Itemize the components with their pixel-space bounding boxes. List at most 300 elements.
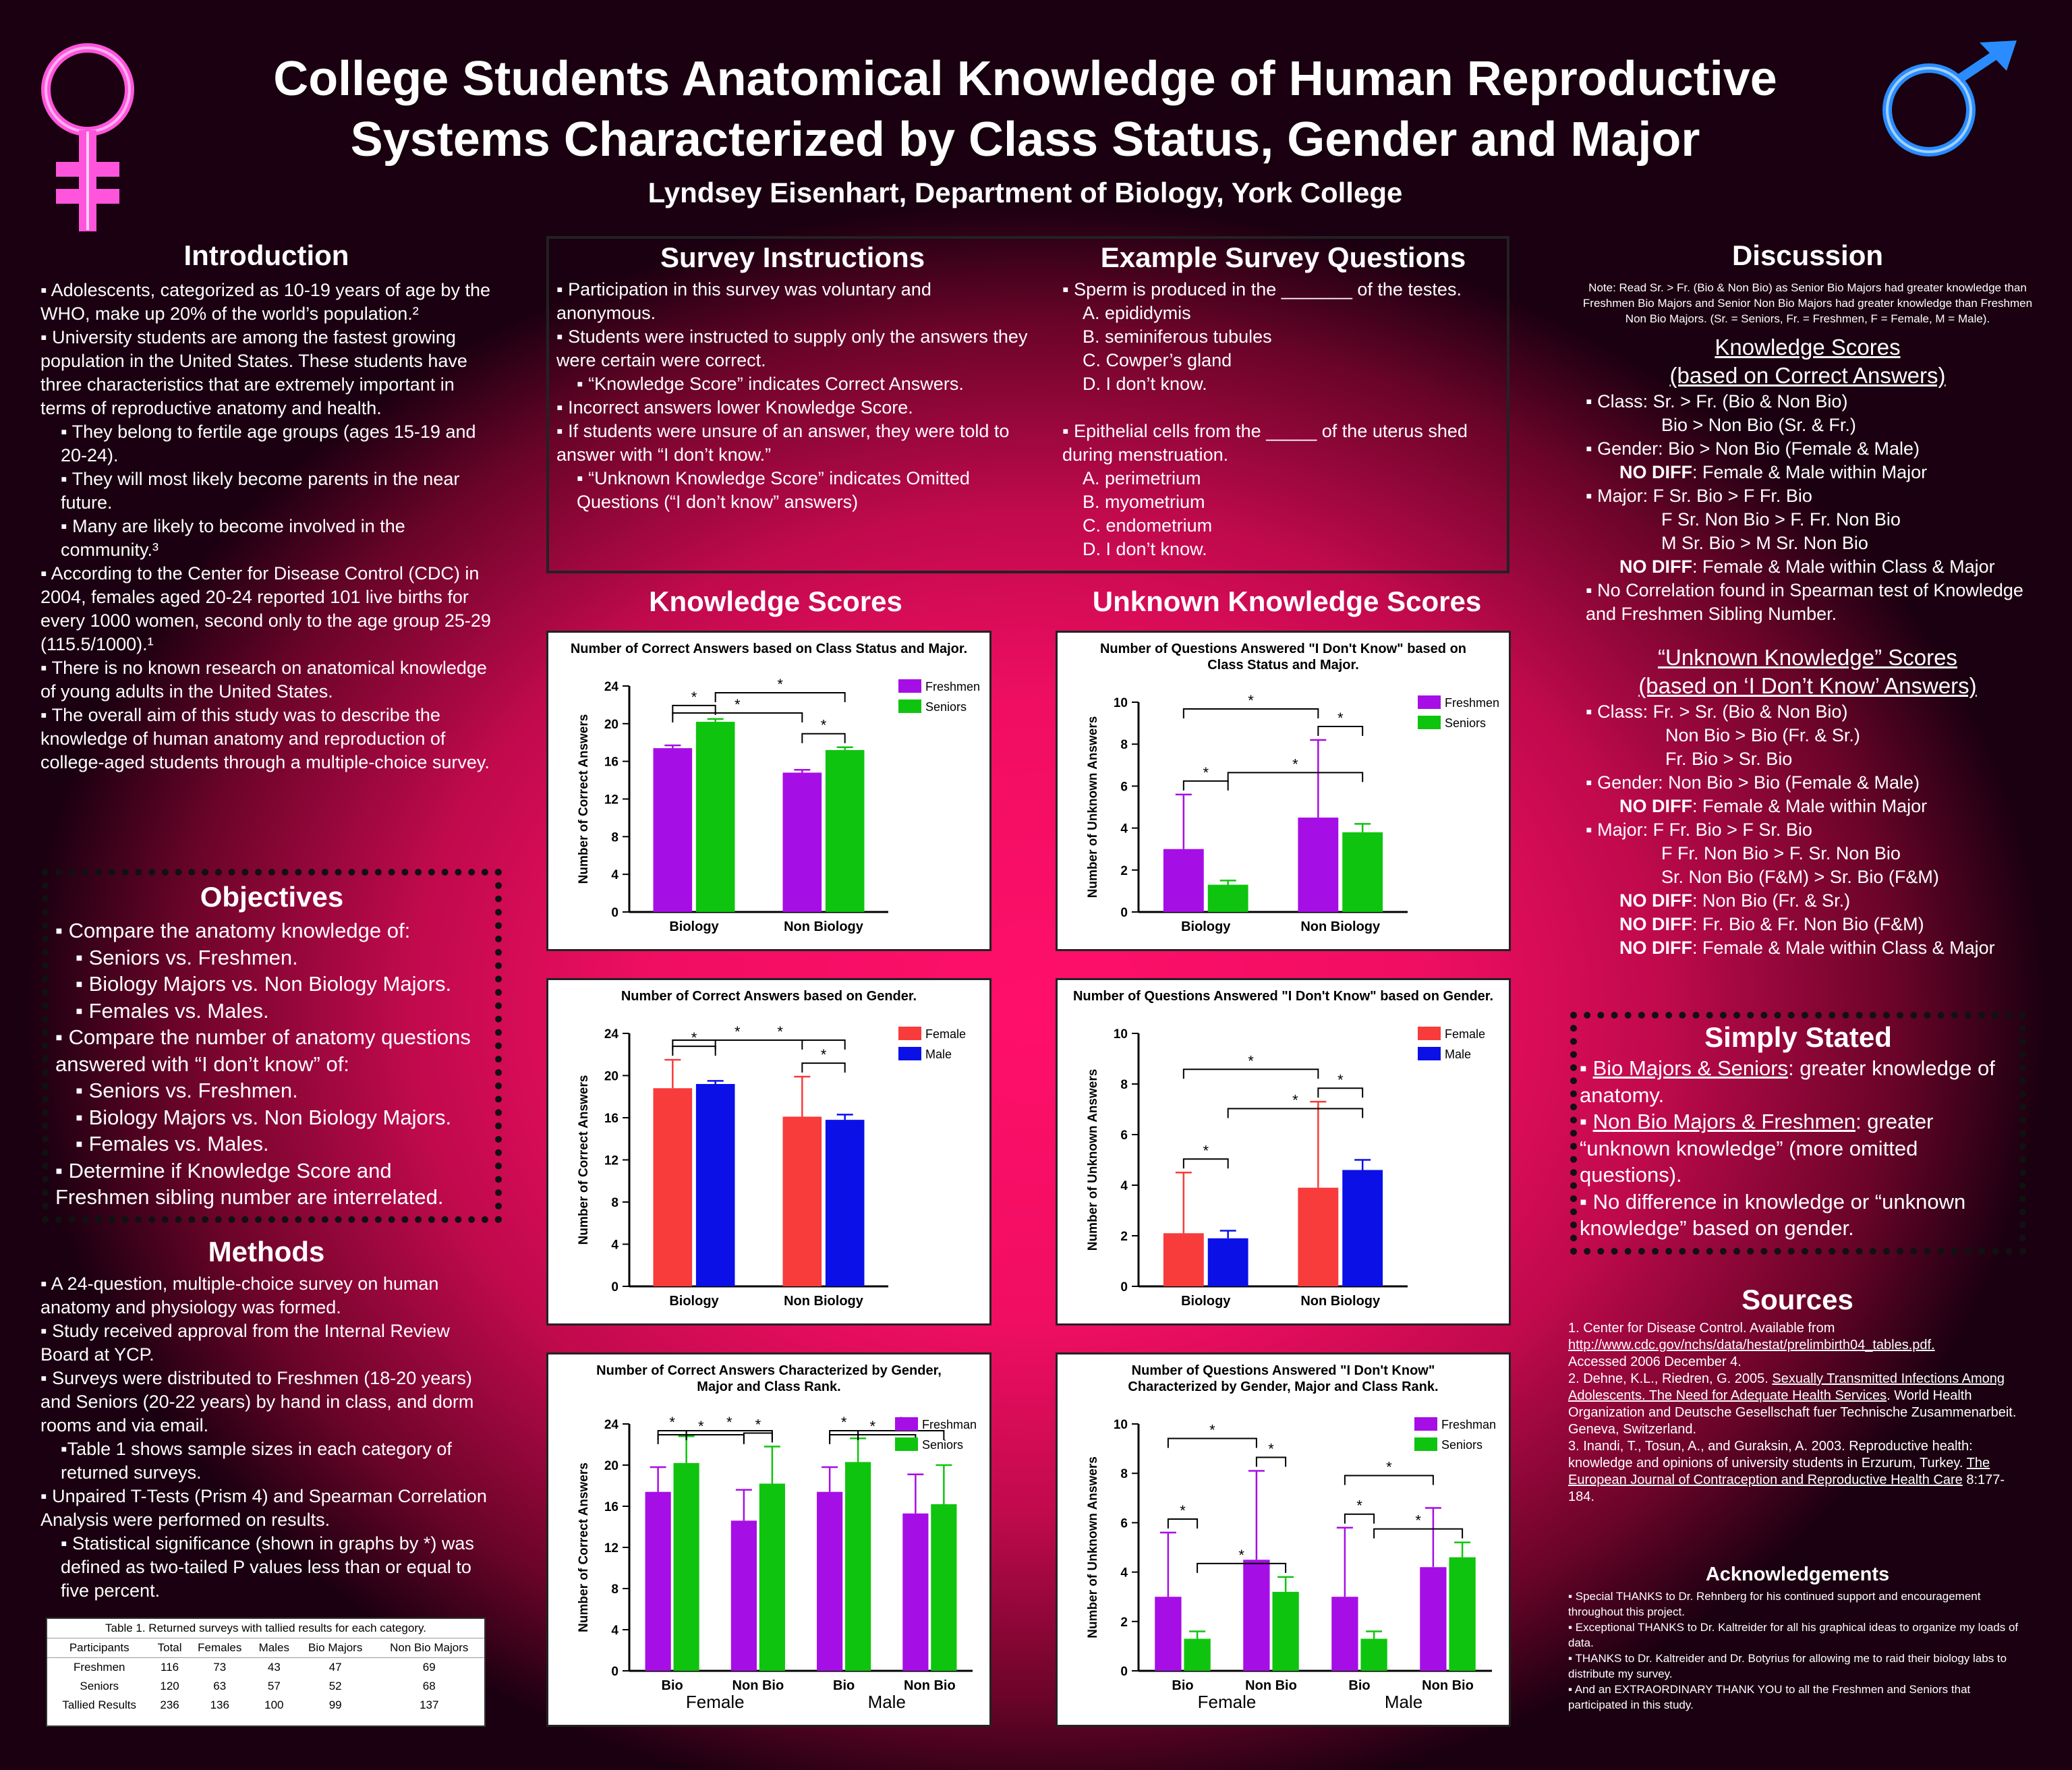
bar	[696, 1084, 735, 1286]
significance-marker: *	[755, 1416, 761, 1433]
poster-title	[135, 49, 1916, 170]
y-tick-label: 8	[611, 1196, 618, 1210]
legend-label: Male	[1445, 1048, 1472, 1061]
table-cell: 68	[422, 1680, 436, 1692]
discussion-line: F Fr. Non Bio > F. Sr. Non Bio	[1661, 843, 1901, 863]
chart-title: Class Status and Major.	[1207, 658, 1359, 673]
significance-bracket	[1168, 1439, 1257, 1448]
significance-marker: *	[1292, 755, 1298, 773]
significance-marker: *	[1203, 1142, 1209, 1160]
y-tick-label: 4	[611, 1238, 618, 1253]
simply-text: : greater knowledge of anatomy.	[1580, 1056, 1995, 1107]
table-caption: Table 1. Returned surveys with tallied results for each category.	[47, 1619, 484, 1638]
survey-item: ▪ If students were unsure of an answer, they were told to answer with “I don’t know.”	[556, 421, 1010, 465]
simply-underlined: Non Bio Majors & Freshmen	[1592, 1110, 1855, 1133]
significance-marker: *	[840, 1414, 847, 1431]
significance-marker: *	[669, 1414, 675, 1431]
legend-swatch	[898, 1027, 921, 1040]
discussion-line: ▪ Class: Fr. > Sr. (Bio & Non Bio)	[1586, 702, 1848, 722]
legend-label: Seniors	[1441, 1438, 1483, 1452]
table-cell: 116	[161, 1661, 179, 1674]
table-header: Participants	[69, 1641, 130, 1654]
objective-item: ▪ Determine if Knowledge Score and Freshmen sibling number are interrelated.	[55, 1158, 444, 1209]
option: D. I don’t know.	[1083, 374, 1207, 394]
significance-bracket	[1228, 1109, 1363, 1118]
bar	[645, 1492, 671, 1671]
significance-marker: *	[726, 1414, 732, 1431]
y-axis-label: Number of Unknown Answers	[1086, 1068, 1100, 1251]
significance-marker: *	[820, 1046, 827, 1064]
discussion-line: F Sr. Non Bio > F. Fr. Non Bio	[1661, 509, 1901, 530]
option: D. I don’t know.	[1083, 539, 1207, 559]
significance-marker: *	[1238, 1546, 1244, 1564]
table-cell: Tallied Results	[62, 1698, 137, 1711]
chart-2	[1058, 633, 1509, 949]
legend-label: Freshman	[922, 1418, 977, 1431]
table-cell: 99	[328, 1698, 342, 1711]
significance-marker: *	[1203, 764, 1209, 781]
methods-item: ▪Table 1 shows sample sizes in each category of returned surveys.	[61, 1439, 452, 1483]
bar	[1360, 1638, 1387, 1671]
significance-bracket	[672, 713, 802, 722]
survey-heading: Survey Instructions	[660, 241, 925, 273]
table-header: Bio Majors	[308, 1641, 363, 1654]
source-1	[1568, 1320, 2027, 1371]
chart-4	[1058, 980, 1509, 1323]
y-tick-label: 4	[1120, 1179, 1128, 1193]
objective-item: ▪ Compare the number of anatomy questions answered with “I don’t know” of:	[55, 1025, 471, 1076]
example-heading: Example Survey Questions	[1100, 241, 1466, 273]
objective-item: ▪ Seniors vs. Freshmen.	[76, 1079, 298, 1102]
bar	[1298, 1188, 1338, 1286]
table-cell: Freshmen	[73, 1661, 125, 1674]
significance-bracket	[1184, 709, 1319, 718]
no-diff-label: NO DIFF	[1619, 914, 1692, 934]
intro-item: ▪ There is no known research on anatomical knowledge of young adults in the United States.	[40, 658, 487, 702]
significance-marker: *	[1337, 709, 1344, 726]
y-axis-label: Number of Correct Answers	[577, 1462, 591, 1632]
ack-item: ▪ And an EXTRAORDINARY THANK YOU to all the Freshmen and Seniors that participated in this study.	[1568, 1683, 1971, 1711]
significance-bracket	[1184, 1159, 1228, 1168]
y-tick-label: 20	[604, 1459, 618, 1473]
methods-item: ▪ Study received approval from the Internal Review Board at YCP.	[40, 1321, 450, 1365]
x-tick-label: Bio	[833, 1678, 855, 1693]
y-axis-label: Number of Unknown Answers	[1086, 716, 1100, 898]
discussion-line	[1586, 889, 2034, 913]
simply-text: : greater “unknown knowledge” (more omitted questions).	[1580, 1110, 1934, 1187]
x-tick-label: Biology	[669, 919, 719, 934]
intro-item: ▪ The overall aim of this study was to describe the knowledge of human anatomy and reproduction of college-aged students through a multiple-choice survey.	[40, 705, 490, 772]
bar	[1342, 1170, 1383, 1287]
y-tick-label: 10	[1113, 1418, 1128, 1432]
source-link[interactable]: http://www.cdc.gov/nchs/data/hestat/prelimbirth04_tables.pdf.	[1568, 1338, 1935, 1352]
source-text: 8:177-184.	[1568, 1473, 2005, 1504]
methods-heading: Methods	[208, 1236, 325, 1267]
methods-item: ▪ Surveys were distributed to Freshmen (18-20 years) and Seniors (20-22 years) by hand in class, and dorm rooms and via email.	[40, 1368, 474, 1435]
y-tick-label: 12	[604, 1153, 618, 1168]
legend-swatch	[1414, 1417, 1437, 1431]
significance-bracket	[672, 1046, 715, 1056]
option: B. myometrium	[1083, 492, 1205, 512]
y-tick-label: 20	[604, 717, 618, 732]
y-tick-label: 10	[1113, 696, 1128, 710]
intro-item: ▪ University students are among the fastest growing population in the United States. These students have three characteristics that are extremely important in terms of reproductive anatomy and health.	[40, 327, 467, 418]
significance-marker: *	[1209, 1421, 1215, 1439]
group-label: Female	[685, 1692, 745, 1712]
chart-title: Number of Correct Answers based on Class Status and Major.	[570, 641, 968, 656]
y-tick-label: 0	[611, 906, 618, 920]
survey-item: ▪ Students were instructed to supply only the answers they were certain were correct.	[556, 326, 1028, 370]
bar	[1208, 1238, 1248, 1286]
legend-swatch	[898, 679, 921, 693]
objectives-heading: Objectives	[200, 881, 344, 913]
legend-swatch	[898, 700, 921, 713]
legend-label: Male	[925, 1048, 952, 1061]
chart-1	[548, 633, 989, 949]
legend-swatch	[1418, 1027, 1441, 1040]
discussion-line	[1586, 461, 2034, 484]
y-tick-label: 4	[611, 868, 618, 883]
bar	[1163, 849, 1204, 912]
simply-stated-section	[1570, 1012, 2026, 1255]
bar	[1342, 832, 1383, 912]
ack-item: ▪ THANKS to Dr. Kaltreider and Dr. Botyrius for allowing me to raid their biology labs to distribute my survey.	[1568, 1652, 2007, 1680]
discussion-line: Non Bio > Bio (Fr. & Sr.)	[1665, 725, 1860, 745]
x-tick-label: Bio	[661, 1678, 683, 1693]
no-diff-label: NO DIFF	[1619, 796, 1692, 816]
source-text: 2. Dehne, K.L., Riedren, G. 2005.	[1568, 1371, 1768, 1386]
example-question-1: ▪ Sperm is produced in the _______ of the testes.	[1062, 279, 1462, 299]
legend-label: Seniors	[925, 700, 967, 714]
significance-bracket	[1228, 772, 1363, 782]
source-text: 3. Inandi, T., Tosun, A., and Guraksin, A. 2003. Reproductive health: knowledge and opinions of university students in Erzurum, Turkey.	[1568, 1439, 1973, 1471]
bar	[1298, 818, 1338, 912]
knowledge-scores-heading: Knowledge Scores	[649, 586, 902, 617]
discussion-line: ▪ Class: Sr. > Fr. (Bio & Non Bio)	[1586, 391, 1848, 411]
objective-item: ▪ Biology Majors vs. Non Biology Majors.	[76, 1105, 452, 1129]
significance-bracket	[1318, 1088, 1362, 1097]
chart-5	[548, 1354, 989, 1725]
bar	[1163, 1233, 1204, 1286]
methods-item: ▪ Statistical significance (shown in graphs by *) was defined as two-tailed P values less than or equal to five percent.	[61, 1533, 474, 1601]
acknowledgements-heading: Acknowledgements	[1705, 1564, 1890, 1585]
table-header: Males	[258, 1641, 289, 1654]
discussion-text: : Non Bio (Fr. & Sr.)	[1692, 890, 1851, 911]
example-question-2: ▪ Epithelial cells from the _____ of the uterus shed during menstruation.	[1062, 421, 1468, 465]
y-tick-label: 20	[604, 1069, 618, 1084]
legend-swatch	[895, 1417, 918, 1431]
y-tick-label: 8	[611, 1582, 618, 1597]
intro-item: ▪ According to the Center for Disease Control (CDC) in 2004, females aged 20-24 reported 101 live births for every 1000 women, second only to the age group 25-29 (115.5/1000).¹	[40, 563, 491, 654]
option: A. epididymis	[1083, 303, 1191, 323]
bar	[931, 1504, 956, 1671]
y-tick-label: 0	[1120, 906, 1128, 920]
chart-panel-2	[1056, 631, 1511, 951]
chart-panel-5	[546, 1352, 991, 1727]
significance-marker: *	[777, 1023, 783, 1040]
bar	[1420, 1567, 1446, 1671]
table-cell: 43	[267, 1661, 281, 1674]
x-tick-label: Non Bio	[1422, 1678, 1474, 1693]
discussion-text: : Female & Male within Class & Major	[1692, 556, 1995, 577]
intro-item: ▪ Many are likely to become involved in the community.³	[61, 516, 405, 560]
legend-label: Female	[1445, 1027, 1486, 1041]
title-line-2: Systems Characterized by Class Status, Gender and Major	[350, 113, 1700, 167]
legend-label: Seniors	[922, 1438, 964, 1452]
discussion-line	[1586, 913, 2034, 936]
significance-marker: *	[1248, 1052, 1254, 1070]
y-axis-label: Number of Unknown Answers	[1086, 1456, 1100, 1638]
simply-stated-heading: Simply Stated	[1704, 1021, 1892, 1053]
unknown-scores-title: “Unknown Knowledge” Scores	[1658, 645, 1957, 670]
x-tick-label: Biology	[669, 1294, 719, 1309]
survey-item: ▪ Incorrect answers lower Knowledge Score.	[556, 397, 913, 418]
intro-item: ▪ They will most likely become parents in the near future.	[61, 469, 460, 513]
option: B. seminiferous tubules	[1083, 326, 1272, 347]
legend-swatch	[895, 1437, 918, 1451]
sources-section	[1568, 1284, 2027, 1506]
objectives-section	[42, 869, 502, 1223]
bar	[817, 1492, 842, 1671]
objective-item: ▪ Females vs. Males.	[76, 998, 269, 1023]
chart-panel-3	[546, 978, 991, 1325]
knowledge-scores-title: Knowledge Scores	[1715, 335, 1901, 360]
bar	[1331, 1597, 1358, 1671]
y-tick-label: 16	[604, 755, 618, 770]
intro-item: ▪ They belong to fertile age groups (ages 15-19 and 20-24).	[61, 422, 476, 465]
chart-title: Major and Class Rank.	[697, 1379, 841, 1394]
chart-6	[1058, 1354, 1509, 1725]
female-symbol-icon	[37, 37, 138, 233]
y-tick-label: 24	[604, 1418, 618, 1432]
table-cell: 47	[328, 1661, 342, 1674]
group-label: Male	[867, 1692, 906, 1712]
objective-item: ▪ Seniors vs. Freshmen.	[76, 945, 298, 969]
bar	[1155, 1597, 1181, 1671]
chart-title: Number of Questions Answered "I Don't Know"	[1131, 1363, 1435, 1378]
y-tick-label: 6	[1120, 780, 1128, 795]
x-tick-label: Biology	[1181, 919, 1231, 934]
poster-author: Lyndsey Eisenhart, Department of Biology, York College	[648, 177, 1403, 208]
table-cell: 120	[160, 1680, 179, 1692]
bar	[826, 750, 865, 912]
significance-bracket	[744, 1433, 772, 1443]
legend-swatch	[898, 1047, 921, 1060]
significance-marker: *	[1248, 692, 1254, 709]
x-tick-label: Bio	[1172, 1678, 1194, 1693]
significance-bracket	[1374, 1529, 1462, 1539]
table-header: Females	[198, 1641, 242, 1654]
example-questions-section	[1062, 241, 1504, 561]
y-tick-label: 8	[1120, 738, 1128, 753]
table-row	[47, 1696, 484, 1715]
bar	[1243, 1560, 1269, 1671]
discussion-line: ▪ Major: F Fr. Bio > F Sr. Bio	[1586, 820, 1812, 840]
bullet: ▪	[1580, 1056, 1593, 1080]
legend-swatch	[1418, 716, 1441, 729]
legend-label: Seniors	[1445, 716, 1487, 730]
x-tick-label: Non Bio	[904, 1678, 956, 1693]
table-cell: 137	[420, 1698, 439, 1711]
ack-item: ▪ Exceptional THANKS to Dr. Kaltreider for all his graphical ideas to organize my loads of data.	[1568, 1621, 2019, 1649]
sources-heading: Sources	[1742, 1284, 1853, 1315]
bullet: ▪	[1580, 1110, 1593, 1133]
chart-panel-6	[1056, 1352, 1511, 1727]
table-cell: 57	[267, 1680, 281, 1692]
source-text: . World Health Organization and Deutsche Gesellschaft fuer Technische Zusammenarbeit. Geneva, Switzerland.	[1568, 1388, 2017, 1437]
source-text: Accessed 2006 December 4.	[1568, 1354, 1742, 1369]
group-label: Female	[1197, 1692, 1257, 1712]
discussion-line: Sr. Non Bio (F&M) > Sr. Bio (F&M)	[1661, 867, 1939, 887]
y-axis-label: Number of Correct Answers	[577, 1075, 591, 1245]
bar	[902, 1514, 928, 1671]
y-tick-label: 4	[1120, 822, 1128, 836]
y-tick-label: 2	[1120, 863, 1128, 878]
discussion-line: Bio > Non Bio (Sr. & Fr.)	[1661, 415, 1856, 435]
legend-swatch	[1418, 695, 1441, 709]
y-tick-label: 6	[1120, 1129, 1128, 1143]
simply-item: ▪ No difference in knowledge or “unknown knowledge” based on gender.	[1580, 1189, 1966, 1240]
no-diff-label: NO DIFF	[1619, 462, 1692, 482]
x-tick-label: Bio	[1348, 1678, 1371, 1693]
chart-panel-1	[546, 631, 991, 951]
y-tick-label: 10	[1113, 1027, 1128, 1041]
y-tick-label: 24	[604, 1027, 618, 1041]
chart-title: Number of Questions Answered "I Don't Know" based on Gender.	[1072, 989, 1494, 1004]
discussion-section	[1582, 239, 2034, 960]
significance-marker: *	[1292, 1091, 1298, 1109]
y-tick-label: 16	[604, 1112, 618, 1126]
title-line-1: College Students Anatomical Knowledge of Human Reproductive	[273, 52, 1777, 106]
table-cell: 100	[264, 1698, 284, 1711]
significance-marker: *	[735, 1023, 741, 1040]
bar	[759, 1483, 785, 1671]
significance-bracket	[1197, 1564, 1286, 1573]
significance-bracket	[1345, 1514, 1374, 1524]
y-tick-label: 12	[604, 1541, 618, 1555]
discussion-text: : Female & Male within Major	[1692, 462, 1928, 482]
group-label: Male	[1384, 1692, 1423, 1712]
significance-bracket	[658, 1435, 744, 1444]
source-2	[1568, 1371, 2027, 1438]
significance-marker: *	[1386, 1458, 1392, 1476]
y-tick-label: 2	[1120, 1615, 1128, 1630]
y-tick-label: 8	[1120, 1467, 1128, 1482]
legend-swatch	[1418, 1047, 1441, 1060]
discussion-line: ▪ Gender: Bio > Non Bio (Female & Male)	[1586, 438, 1920, 459]
y-axis-label: Number of Correct Answers	[577, 714, 591, 884]
option: C. Cowper’s gland	[1083, 350, 1232, 370]
methods-section	[40, 1236, 492, 1603]
survey-item: ▪ “Unknown Knowledge Score” indicates Omitted Questions (“I don’t know” answers)	[577, 468, 970, 512]
option: C. endometrium	[1083, 515, 1213, 536]
discussion-text: : Fr. Bio & Fr. Non Bio (F&M)	[1692, 914, 1924, 934]
chart-title: Characterized by Gender, Major and Class Rank.	[1128, 1379, 1439, 1394]
y-tick-label: 4	[1120, 1566, 1128, 1580]
table-row	[47, 1658, 484, 1678]
legend-label: Freshmen	[1445, 696, 1500, 710]
discussion-line	[1586, 555, 2034, 579]
table-header: Total	[157, 1641, 182, 1654]
discussion-line: Fr. Bio > Sr. Bio	[1665, 749, 1793, 769]
x-tick-label: Non Biology	[784, 919, 863, 934]
no-diff-label: NO DIFF	[1619, 890, 1692, 911]
intro-item: ▪ Adolescents, categorized as 10-19 years of age by the WHO, make up 20% of the world’s population.²	[40, 280, 490, 324]
significance-bracket	[802, 734, 844, 743]
x-tick-label: Non Bio	[732, 1678, 784, 1693]
discussion-text: : Female & Male within Class & Major	[1692, 938, 1995, 958]
significance-marker: *	[1415, 1512, 1421, 1529]
discussion-line: ▪ Gender: Non Bio > Bio (Female & Male)	[1586, 772, 1920, 793]
y-tick-label: 0	[611, 1665, 618, 1679]
significance-marker: *	[1180, 1502, 1186, 1520]
table-1	[46, 1618, 486, 1727]
discussion-line	[1586, 936, 2034, 960]
methods-item: ▪ Unpaired T-Tests (Prism 4) and Spearman Correlation Analysis were performed on results.	[40, 1486, 487, 1530]
y-tick-label: 4	[611, 1624, 618, 1638]
source-title: The European Journal of Contraception and Reproductive Health Care	[1568, 1456, 1990, 1487]
bar	[1272, 1592, 1298, 1671]
legend-swatch	[1414, 1437, 1437, 1451]
objective-item: ▪ Biology Majors vs. Non Biology Majors.	[76, 972, 452, 996]
x-tick-label: Non Biology	[1300, 1294, 1381, 1309]
x-tick-label: Non Bio	[1245, 1678, 1297, 1693]
legend-label: Female	[925, 1027, 967, 1041]
bar	[654, 1088, 693, 1286]
table-cell: 63	[213, 1680, 227, 1692]
table-cell: 236	[160, 1698, 179, 1711]
significance-bracket	[1345, 1475, 1433, 1485]
legend-label: Freshmen	[925, 680, 981, 693]
introduction-heading: Introduction	[183, 239, 349, 271]
ack-item: ▪ Special THANKS to Dr. Rehnberg for his continued support and encouragement throughout this project.	[1568, 1590, 1981, 1618]
table-cell: 73	[213, 1661, 227, 1674]
discussion-line	[1586, 795, 2034, 818]
significance-marker: *	[820, 716, 827, 734]
table-cell: Seniors	[80, 1680, 119, 1692]
table-cell: 52	[328, 1680, 342, 1692]
significance-marker: *	[735, 695, 741, 713]
no-diff-label: NO DIFF	[1619, 556, 1692, 577]
legend-label: Freshman	[1441, 1418, 1497, 1431]
survey-item: ▪ Participation in this survey was voluntary and anonymous.	[556, 279, 931, 323]
table-row	[47, 1677, 484, 1696]
bar	[1208, 885, 1248, 912]
acknowledgements-section	[1568, 1564, 2027, 1713]
survey-item: ▪ “Knowledge Score” indicates Correct Answers.	[577, 374, 964, 394]
significance-marker: *	[691, 1029, 697, 1047]
source-text: 1. Center for Disease Control. Available from	[1568, 1321, 1835, 1336]
y-tick-label: 24	[604, 680, 618, 694]
unknown-scores-subtitle: (based on ‘I Don’t Know’ Answers)	[1638, 673, 1977, 698]
y-tick-label: 8	[1120, 1078, 1128, 1092]
chart-title: Number of Correct Answers Characterized by Gender,	[596, 1363, 942, 1378]
bar	[826, 1120, 865, 1286]
objective-item: ▪ Females vs. Males.	[76, 1132, 269, 1155]
significance-bracket	[802, 1063, 844, 1073]
source-title: Sexually Transmitted Infections Among Adolescents. The Need for Adequate Health Services	[1568, 1371, 2005, 1403]
unknown-knowledge-scores-heading: Unknown Knowledge Scores	[1092, 586, 1482, 617]
bar	[783, 772, 822, 912]
significance-marker: *	[1337, 1071, 1344, 1089]
bar	[1449, 1558, 1475, 1671]
bar	[731, 1520, 757, 1671]
significance-marker: *	[1356, 1497, 1362, 1514]
y-tick-label: 0	[1120, 1280, 1128, 1294]
significance-marker: *	[697, 1418, 704, 1435]
significance-marker: *	[691, 688, 697, 706]
significance-marker: *	[869, 1418, 876, 1435]
